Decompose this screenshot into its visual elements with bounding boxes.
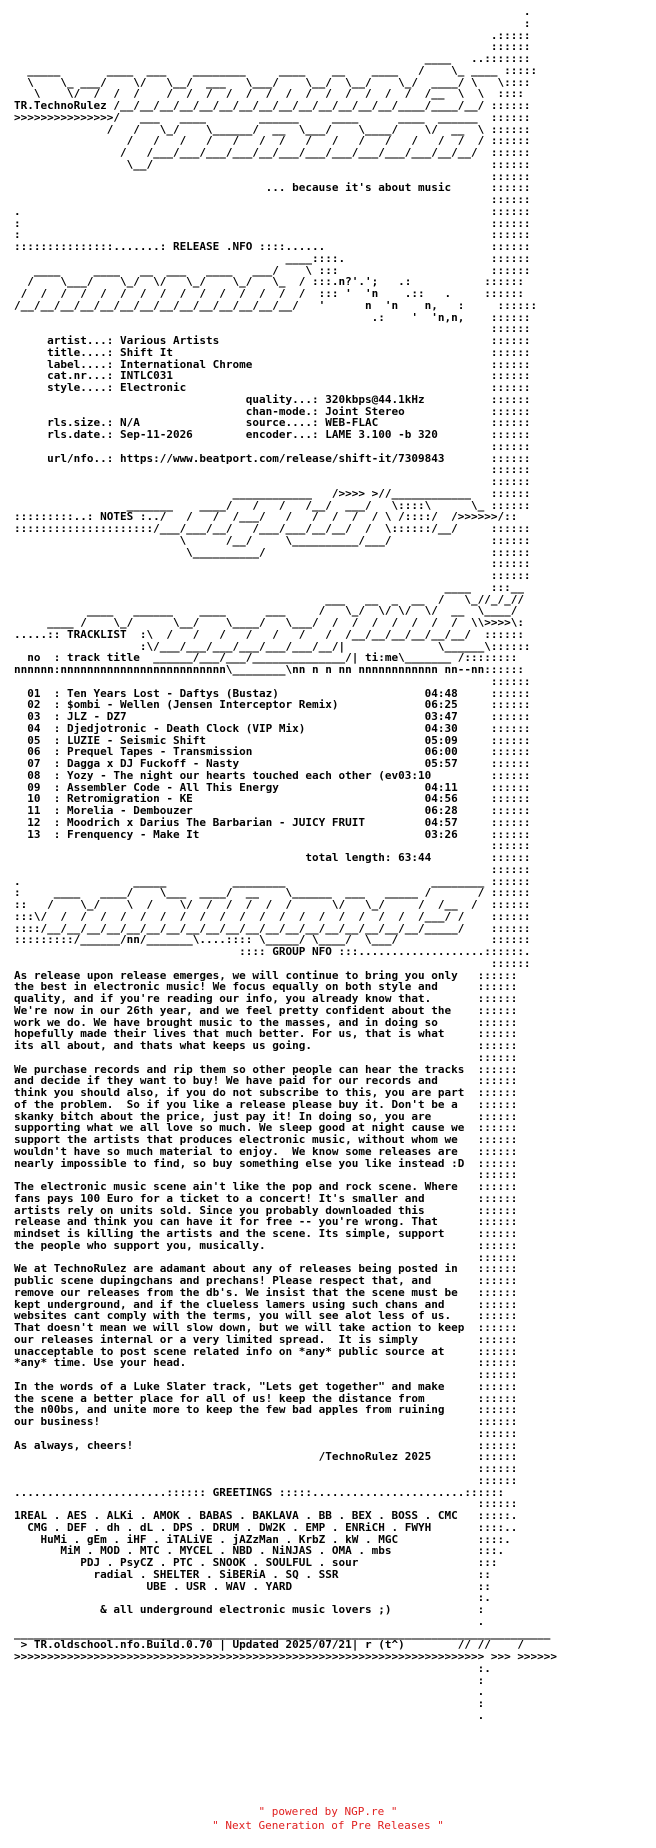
nfo-document	[14, 6, 642, 1796]
header-ascii-art: . : .::::: :::::: ____ ..::::::: _____ ____ ___ ________ ____ __ ____ / \_ ____ ::::: \ \_ ___/ \/ \__/ ___ \___/ \__/ \__/ \_/ ____/ \ \:::: \ \/ / / / / / / / / / / / / / / / / /__ \ \ :::: TR.TechnoRulez /__/__/__/__/__/__/__/__/__/__/__/__/__/__/____/____/__/ :::::: >>>>>>>>>>>>>>>/ ___ ____ ______ ____ ____ ______ :::::: / / \_/ \______/ __ \___/ \____/ \/ __ \ :::::: / / / / / / / / / / / / / / / :::::: / /___/___/___/___/__/___/___/___/___/___/___/__/__/ :::::: \__/ :::::: :::::: ... because it's about music :::::: :::::: . :::::: : :::::: : :::::: :::::::::::::::.......: RELEASE .NFO ::::...... :::::: ____::::. :::::: ____ ____ __ ___ ____ ___/ \ ::: :::::: / \___/ \_/ \/ \_/ \_/ \_ / :::.n?'.'; .: :::::: / / / / / / / / / / / / / / / ::: ' 'n .:: . :::::: /__/__/__/__/__/__/__/__/__/__/__/__/__/__/ ' n 'n n, : :::::: .: ' 'n,n, :::::: ::::::	[14, 6, 538, 336]
tracklist: 01 : Ten Years Lost - Daftys (Bustaz) 04:48 :::::: 02 : $ombi - Wellen (Jensen Interceptor Remix) 06:25 :::::: 03 : JLZ - DZ7 03:47 :::::: 04 : Djedjotronic - Death Clock (VIP Mix) 04:30 :::::: 05 : LUZIE - Seismic Shift 05:09 :::::: 06 : Prequel Tapes - Transmission 06:00 :::::: 07 : Dagga x DJ Fuckoff - Nasty 05:57 :::::: 08 : Yozy - The night our hearts touched each other (ev03:10 :::::: 09 : Assembler Code - All This Energy 04:11 :::::: 10 : Retromigration - KE 04:56 :::::: 11 : Morelia - Dembouzer 06:28 :::::: 12 : Moodrich x Darius The Barbarian - JUICY FRUIT 04:57 :::::: 13 : Frenquency - Make It 03:26 :::::: :::::: total length: 63:44 ::::::	[27, 686, 531, 864]
release-info-block: artist...: Various Artists :::::: title....: Shift It :::::: label....: International Chrome :::::: cat.nr...: INTLC031 :::::: style....: Electronic :::::: quality...: 320kbps@44.1kHz :::::: chan-mode.: Joint Stereo :::::: rls.size.: N/A source....: WEB-FLAC :::::: rls.date.: Sep-11-2026 encoder...: LAME 3.100 -b 320 :::::: :::::: url/nfo..: https://www.beatport.com/release/shift-it/7309843 ::::::	[47, 334, 531, 465]
group-nfo-text: As release upon release emerges, we will continue to bring you only :::::: the best in electronic music! We focus equally on both style and :::::: quality, and if you're reading our info, you already know that. :::::: We're now in our 26th year, and we feel pretty confident about the :::::: work we do. We have brought music to the masses, and in doing so :::::: hopefully made their lives that much better. For us, that is what :::::: its all about, and thats what keeps us going. :::::: :::::: We purchase records and rip them so other people can hear the tracks :::::: and decide if they want to buy! We have paid for our records and :::::: think you should also, if you do not subscribe to this, you are part :::::: of the problem. So if you like a release please buy it. Don't be a :::::: skanky bitch about the price, just pay it! In doing so, you are :::::: supporting what we all love so much. We sleep good at night cause we :::::: support the artists that produces electronic music, without whom we :::::: wouldn't have so much material to enjoy. We know some releases are :::::: nearly impossible to find, so buy something else you like instead :D :::::: :::::: The electronic music scene ain't like the pop and rock scene. Where :::::: fans pays 100 Euro for a ticket to a concert! It's smaller and :::::: artists rely on units sold. Since you probably downloaded this :::::: release and think you can have it for free -- you're wrong. That :::::: mindset is killing the artists and the scene. Its simple, support :::::: the people who support you, musically. :::::: :::::: We at TechnoRulez are adamant about any of releases being posted in :::::: public scene dupingchans and prechans! Please respect that, and :::::: remove our releases from the db's. We insist that the scene must be :::::: kept underground, and if the clueless lamers using such chans and :::::: websites cant comply with the terms, you will see alot less of us. :::::: That doesn't mean we will slow down, but we will take action to keep :::::: our releases internal or a very limited spread. It is simply :::::: unacceptable to post scene related info on *any* public source at :::::: *any* time. Use your head. :::::: :::::: In the words of a Luke Slater track, "Lets get together" and make :::::: the scene a better place for all of us! keep the distance from :::::: the n00bs, and unite more to keep the few bad apples from ruining :::::: our business! :::::: :::::: As always, cheers! :::::: /TechnoRulez 2025 :::::: :::::: ::::::	[14, 968, 518, 1487]
footer	[0, 1805, 656, 1833]
notes-tracklist-art: :::::: :::::: ____________ />>>> >//____________ :::::: _______ ____/ / / /__/ ___/ \::::\ \_ :::::: :::::::::..: NOTES :../ / / /___/ / / / / / \ /::::/ />>>>>>/:: :::::::::::::::::::::/___/___/__/ /___/___/__/__/ / \::::::/__/ :::::: \ /__/ \__________/___/ :::::: \__________/ :::::: :::::: :::::: ____ :::__ ___ __ _ __ / \_//_/_// ____ ______ ____ ___ / \_/ \/ \/ \/ __ \____/ ____ / \_/ \__/ \____/ \___/ / / / / / / / \\>>>>\: .....:: TRACKLIST :\ / / / / / / / /__/__/__/__/__/__/ :::::: :\/___/___/___/___/___/___/__/| \______\:::::: no : track title ______/___/___/______________/| ti:me\_______ /:::::::: nnnnnn:nnnnnnnnnnnnnnnnnnnnnnnnn\________\nn n n nn nnnnnnnnnnnn nn--nn:::::: ::::::	[14, 463, 531, 688]
tagline: " Next Generation of Pre Releases "	[212, 1819, 444, 1832]
group-nfo-art: :::::: . _____ ________ ________ :::::: : ____ ____/ \___ ____/ __ \______ ___ _____ / / :::::: :: / \_/ \ / \/ / / / / / \/ \_/ / /__ / :::::: :::\/ / / / / / / / / / / / / / / / / / / /___/ / :::::: ::::/__/__/__/__/__/__/__/__/__/__/__/__/__/__/__/__/__/__/__/_____/ :::::: :::::::::/______/nn/_______\....:::: \_____/ \____/ \___/ :::::: :::: GROUP NFO :::...................::::::. ::::::	[14, 862, 531, 970]
powered-by-link[interactable]: " powered by NGP.re "	[258, 1805, 398, 1818]
greetings-block: .......................:::::: GREETINGS :::::.......................:::::: :::::: 1REAL . AES . ALKi . AMOK . BABAS . BAKLAVA . BB . BEX . BOSS . CMC :::::. CMG . DEF . dh . dL . DPS . DRUM . DW2K . EMP . ENRiCH . FWYH ::::.. HuMi . gEm . iHF . iTALiVE . jAZzMan . KrbZ . kW . MGC ::::. MiM . MOD . MTC . MYCEL . NBD . NiNJAS . OMA . mbs :::. PDJ . PsyCZ . PTC . SNOOK . SOULFUL . sour ::: radial . SHELTER . SiBERiA . SQ . SSR :: UBE . USR . WAV . YARD :: :. & all underground electronic music lovers ;) : .	[14, 1485, 518, 1628]
build-info-bar: _________________________________________________________________________________ > TR.oldschool.nfo.Build.0.70 | Updated 2025/07/21| r (t^) // // / >>>>>>>>>>>>>>>>>>>>>>>>>>>>>>>>>>>>>>>>>>>>>>>>>>>>>>>>>>>>>>>>>>>>>>> >>> >>>>>> :. : . : .	[14, 1626, 558, 1722]
